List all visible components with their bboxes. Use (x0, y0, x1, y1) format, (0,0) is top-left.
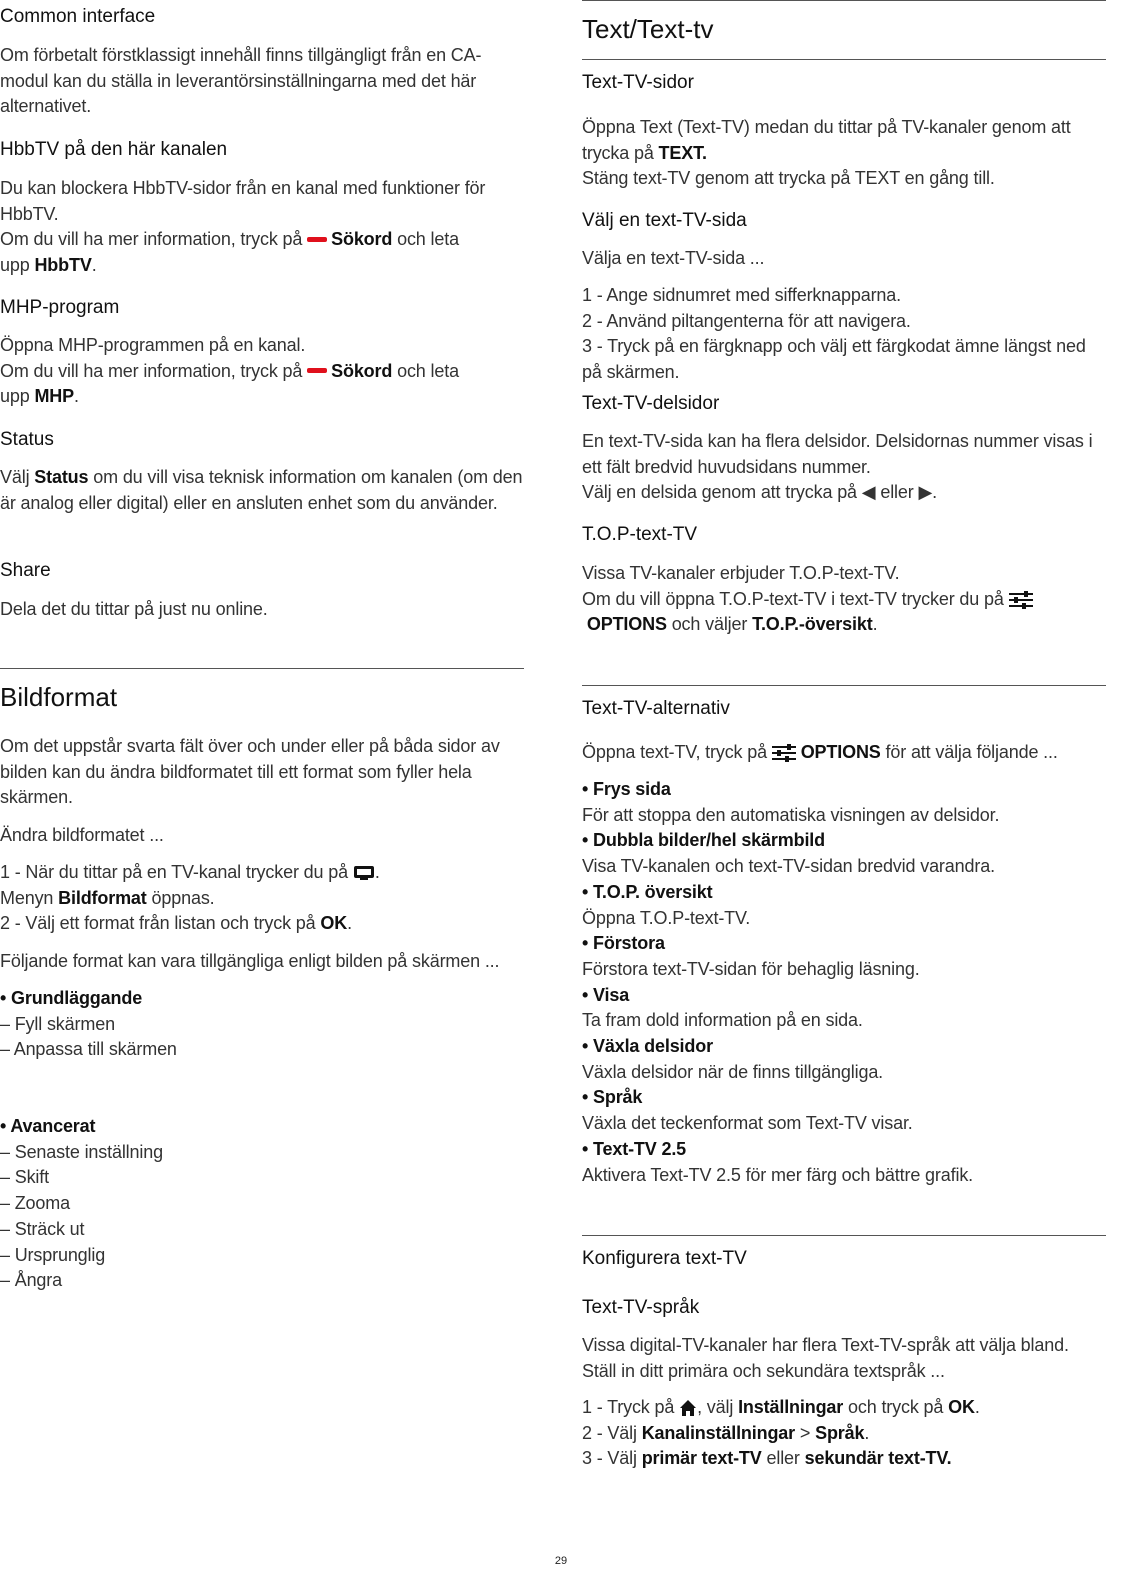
red-key-icon (307, 368, 327, 373)
select-intro: Välja en text-TV-sida ... (582, 248, 765, 268)
divider (0, 668, 524, 669)
ci-text: Om förbetalt förstklassigt innehåll finns tillgängligt från en CA-modul kan du ställa in leverantörsinställningarna med det här alternativet. (0, 45, 482, 117)
heading-mhp: MHP-program (0, 297, 120, 318)
heading-tt-language: Text-TV-språk (582, 1297, 700, 1318)
options-icon (772, 744, 796, 762)
top-text: Vissa TV-kanaler erbjuder T.O.P-text-TV. Om du vill öppna T.O.P-text-TV i text-TV trycker du på OPTIONS och väljer T.O.P.-översikt. (582, 561, 1106, 638)
bf-intro: Om det uppstår svarta fält över och under eller på båda sidor av bilden kan du ändra bildformatet till ett format som fyller hela skärmen. (0, 736, 500, 808)
status-text: Välj Status om du vill visa teknisk information om kanalen (om den är analog eller digital) eller en ansluten enhet som du använder. (0, 467, 523, 513)
options-icon (1009, 591, 1033, 609)
divider (582, 685, 1106, 686)
picture-format-icon (353, 865, 375, 881)
heading-common-interface: Common interface (0, 6, 156, 27)
divider (582, 59, 1106, 60)
language-steps: 1 - Tryck på , välj Inställningar och tryck på OK. 2 - Välj Kanalinställningar > Språk. 3 - Välj primär text-TV eller sekundär text-TV. (582, 1397, 980, 1469)
bf-change: Ändra bildformatet ... (0, 825, 164, 845)
heading-subpages: Text-TV-delsidor (582, 393, 720, 414)
hbb-text: Du kan blockera HbbTV-sidor från en kanal med funktioner för HbbTV. Om du vill ha mer information, tryck på Sökord och leta upp HbbTV. (0, 178, 486, 276)
red-key-icon (307, 237, 327, 242)
page-number: 29 (554, 1555, 568, 1567)
divider (582, 0, 1106, 1)
heading-top-text-tv: T.O.P-text-TV (582, 524, 698, 545)
advanced-list: • Avancerat – Senaste inställning – Skift – Zooma – Sträck ut – Ursprunglig – Ångra (0, 1116, 163, 1291)
select-steps: 1 - Ange sidnumret med sifferknapparna. 2 - Använd piltangenterna för att navigera. 3 - Tryck på en färgknapp och välj ett färgkodat ämne längst ned på skärmen. (582, 285, 1086, 383)
heading-tt-pages: Text-TV-sidor (582, 72, 694, 93)
basic-list: • Grundläggande – Fyll skärmen – Anpassa till skärmen (0, 988, 177, 1060)
pages-text: Öppna Text (Text-TV) medan du tittar på TV-kanaler genom att trycka på TEXT. Stäng text-TV genom att trycka på TEXT en gång till. (582, 117, 1071, 189)
bf-steps: 1 - När du tittar på en TV-kanal trycker du på . Menyn Bildformat öppnas. 2 - Välj ett format från listan och tryck på OK. (0, 862, 380, 934)
heading-share: Share (0, 560, 51, 581)
bf-following: Följande format kan vara tillgängliga enligt bilden på skärmen ... (0, 951, 500, 971)
share-text: Dela det du tittar på just nu online. (0, 599, 268, 619)
options-list: • Frys sida För att stoppa den automatiska visningen av delsidor. • Dubbla bilder/hel skärmbild Visa TV-kanalen och text-TV-sidan bredvid varandra. • T.O.P. översikt Öppna T.O.P-text-TV. • Förstora Förstora text-TV-sidan för behaglig läsning. • Visa Ta fram dold information på en sida. • Växla delsidor Växla delsidor när de finns tillgängliga. • Språk Växla det teckenformat som Text-TV visar. • Text-TV 2.5 Aktivera Text-TV 2.5 för mer färg och bättre grafik. (582, 779, 1000, 1185)
heading-select-page: Välj en text-TV-sida (582, 210, 747, 231)
divider (582, 1235, 1106, 1236)
mhp-text: Öppna MHP-programmen på en kanal. Om du vill ha mer information, tryck på Sökord och leta upp MHP. (0, 335, 459, 407)
arrow-right-icon: ▶ (918, 482, 933, 503)
heading-configure: Konfigurera text-TV (582, 1248, 747, 1269)
arrow-left-icon: ◀ (861, 482, 876, 503)
options-intro: Öppna text-TV, tryck på OPTIONS för att välja följande ... (582, 742, 1058, 762)
heading-bildformat: Bildformat (0, 682, 118, 712)
section-common-interface (0, 6, 524, 28)
subpages-text: En text-TV-sida kan ha flera delsidor. Delsidornas nummer visas i ett fält bredvid huvudsidans nummer. Välj en delsida genom att trycka på ◀ eller ▶. (582, 431, 1093, 503)
home-icon (679, 1399, 697, 1417)
language-text: Vissa digital-TV-kanaler har flera Text-TV-språk att välja bland. Ställ in ditt primära och sekundära textspråk ... (582, 1335, 1069, 1381)
heading-text-tv: Text/Text-tv (582, 14, 714, 44)
heading-status: Status (0, 429, 54, 450)
heading-tt-options: Text-TV-alternativ (582, 698, 730, 719)
heading-hbbtv: HbbTV på den här kanalen (0, 139, 228, 160)
